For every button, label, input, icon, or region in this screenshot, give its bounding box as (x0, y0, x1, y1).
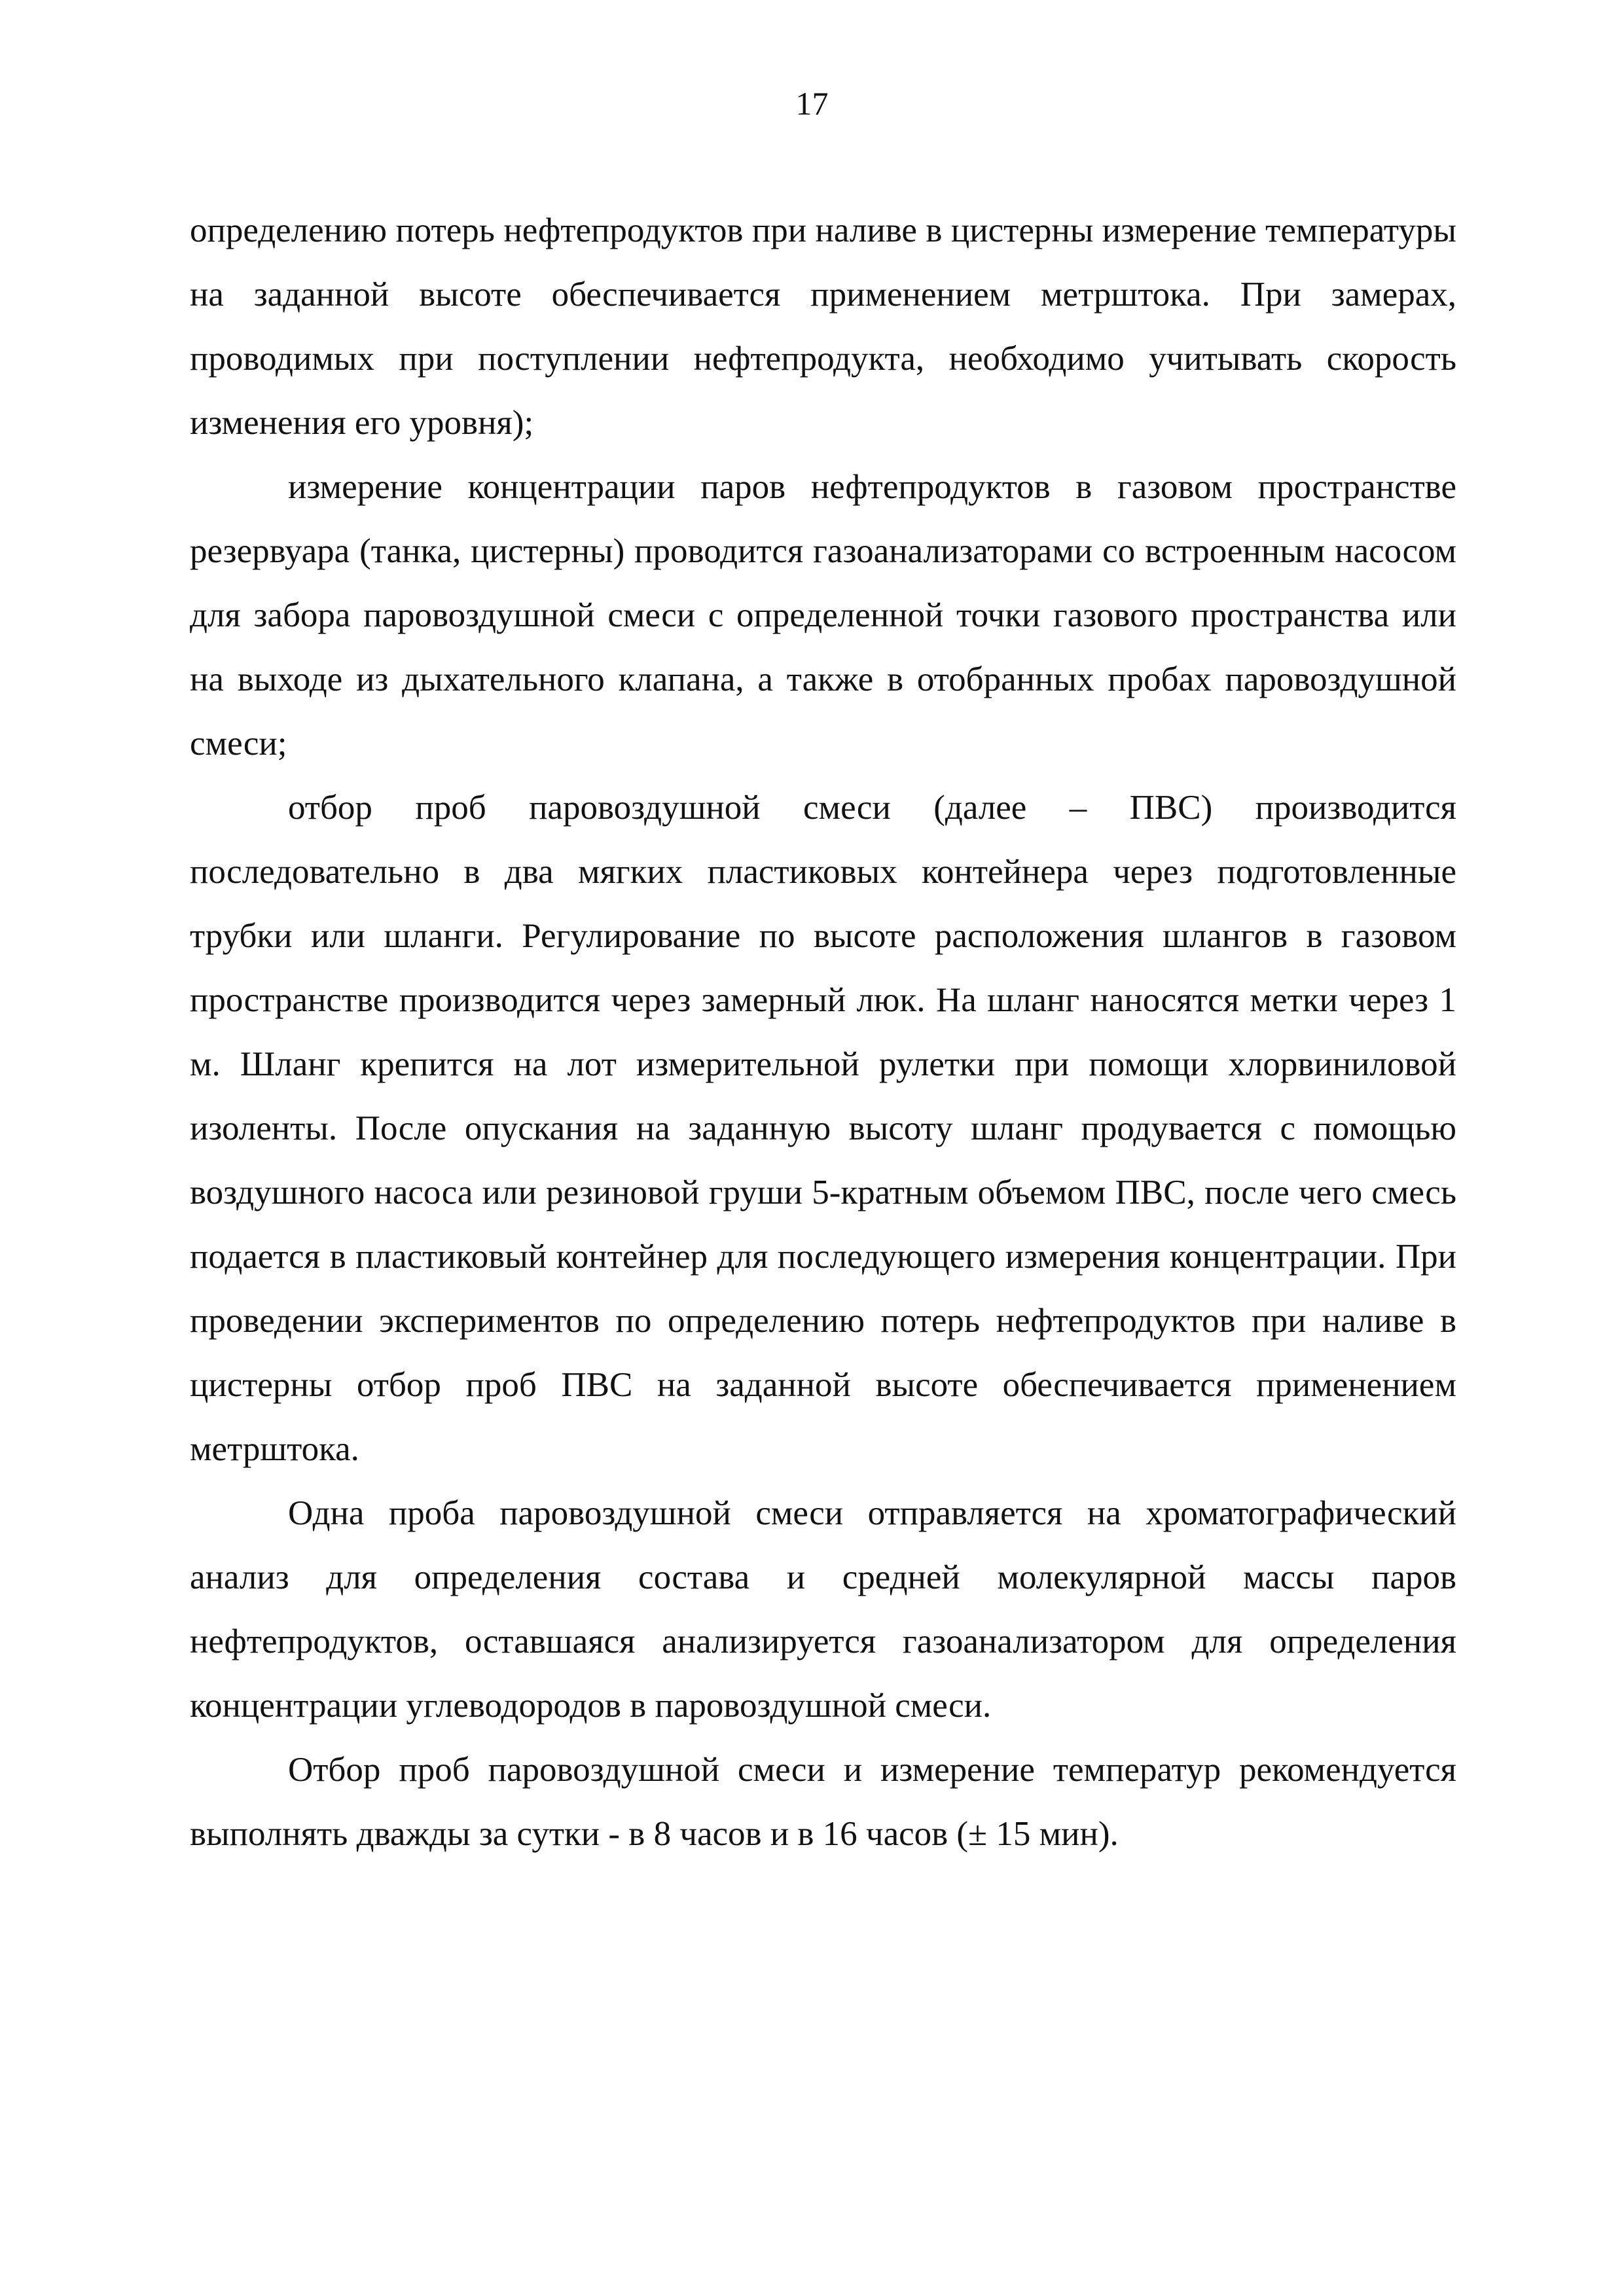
paragraph-2: измерение концентрации паров нефтепродуктов в газовом пространстве резервуара (танка, цистерны) проводится газоанализаторами со встроенным насосом для забора паровоздушной смеси с определенной точки газового пространства или на выходе из дыхательного клапана, а также в отобранных пробах паровоздушной смеси; (190, 468, 1456, 762)
paragraph-5: Отбор проб паровоздушной смеси и измерение температур рекомендуется выполнять дважды за сутки - в 8 часов и в 16 часов (± 15 мин). (190, 1751, 1456, 1853)
paragraph-4: Одна проба паровоздушной смеси отправляется на хроматографический анализ для определения состава и средней молекулярной массы паров нефтепродуктов, оставшаяся анализируется газоанализатором для определения концентрации углеводородов в паровоздушной смеси. (190, 1494, 1456, 1725)
paragraph-3: отбор проб паровоздушной смеси (далее – ПВС) производится последовательно в два мягких пластиковых контейнера через подготовленные трубки или шланги. Регулирование по высоте расположения шлангов в газовом пространстве производится через замерный люк. На шланг наносятся метки через 1 м. Шланг крепится на лот измерительной рулетки при помощи хлорвиниловой изоленты. После опускания на заданную высоту шланг продувается с помощью воздушного насоса или резиновой груши 5-кратным объемом ПВС, после чего смесь подается в пластиковый контейнер для последующего измерения концентрации. При проведении экспериментов по определению потерь нефтепродуктов при наливе в цистерны отбор проб ПВС на заданной высоте обеспечивается применением метрштока. (190, 789, 1456, 1468)
page-number: 17 (795, 85, 829, 122)
document-body (190, 198, 1456, 1866)
paragraph-1: определению потерь нефтепродуктов при наливе в цистерны измерение температуры на заданной высоте обеспечивается применением метрштока. При замерах, проводимых при поступлении нефтепродукта, необходимо учитывать скорость изменения его уровня); (190, 211, 1456, 442)
